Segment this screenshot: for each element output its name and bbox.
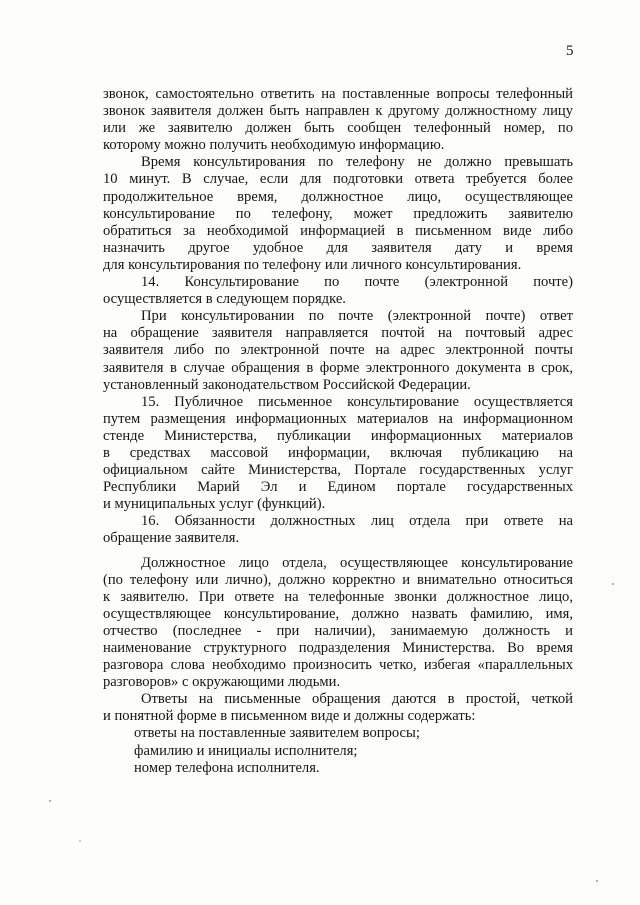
text-line: назначить другое удобное для заявителя дату и время: [103, 239, 573, 256]
text-line: отчество (последнее - при наличии), занимаемую должность и: [103, 622, 573, 639]
text-line: Республики Марий Эл и Едином портале государственных: [103, 479, 573, 496]
text-line: для консультирования по телефону или личного консультирования.: [103, 256, 522, 273]
text-line: звонок заявителя должен быть направлен к другому должностному лицу: [103, 103, 573, 120]
text-line: 10 минут. В случае, если для подготовки ответа требуется более: [103, 171, 573, 188]
text-line: и муниципальных услуг (функций).: [103, 496, 326, 513]
text-line: обращение заявителя.: [103, 530, 240, 547]
text-line: официальном сайте Министерства, Портале государственных услуг: [103, 462, 573, 479]
text-line: Ответы на письменные обращения даются в простой, четкой: [141, 691, 573, 708]
text-line: путем размещения информационных материалов на информационном: [103, 410, 573, 427]
text-line: заявителя либо по электронной почте на адрес электронной почты: [103, 342, 573, 359]
text-line: к заявителю. При ответе на телефонные звонки должностное лицо,: [103, 588, 573, 605]
text-line: Должностное лицо отдела, осуществляющее консультирование: [141, 554, 573, 571]
text-line: осуществляется в следующем порядке.: [103, 291, 346, 308]
text-line: продолжительное время, должностное лицо, осуществляющее: [103, 188, 573, 205]
text-line: заявителя в случае обращения в форме электронного документа в срок,: [103, 359, 573, 376]
text-line: звонок, самостоятельно ответить на поставленные вопросы телефонный: [103, 86, 573, 102]
scan-speck: [612, 583, 614, 585]
scan-speck: [79, 840, 81, 842]
scan-speck: [596, 880, 598, 882]
text-line: номер телефона исполнителя.: [134, 759, 320, 776]
text-line: и понятной форме в письменном виде и должны содержать:: [103, 708, 476, 725]
text-line: (по телефону или лично), должно корректно и внимательно относиться: [103, 571, 573, 588]
text-line: в средствах массовой информации, включая публикацию на: [103, 444, 573, 461]
text-line: При консультировании по почте (электронной почте) ответ: [141, 308, 573, 325]
text-line: на обращение заявителя направляется почтой на почтовый адрес: [103, 325, 573, 342]
page-number: 5: [566, 43, 574, 59]
text-line: осуществляющее консультирование, должно назвать фамилию, имя,: [103, 605, 573, 622]
text-line: стенде Министерства, публикации информационных материалов: [103, 427, 573, 444]
document-body: [103, 86, 573, 777]
text-line: 15. Публичное письменное консультирование осуществляется: [141, 393, 573, 410]
text-line: которому можно получить необходимую информацию.: [103, 137, 445, 154]
text-line: разговора слова необходимо произносить четко, избегая «параллельных: [103, 657, 573, 674]
text-line: фамилию и инициалы исполнителя;: [134, 742, 358, 759]
text-line: наименование структурного подразделения Министерства. Во время: [103, 640, 573, 656]
text-line: или же заявителю должен быть сообщен телефонный номер, по: [103, 120, 573, 137]
scan-speck: [49, 800, 51, 802]
text-line: консультирование по телефону, может предложить заявителю: [103, 205, 573, 222]
text-line: установленный законодательством Российской Федерации.: [103, 376, 471, 393]
text-line: обратиться за необходимой информацией в письменном виде либо: [103, 222, 573, 239]
text-line: Время консультирования по телефону не должно превышать: [141, 154, 573, 171]
text-line: ответы на поставленные заявителем вопросы;: [134, 725, 420, 742]
text-line: разговоров» с окружающими людьми.: [103, 674, 341, 691]
text-line: 16. Обязанности должностных лиц отдела при ответе на: [141, 513, 573, 530]
text-line: 14. Консультирование по почте (электронной почте): [141, 274, 573, 291]
